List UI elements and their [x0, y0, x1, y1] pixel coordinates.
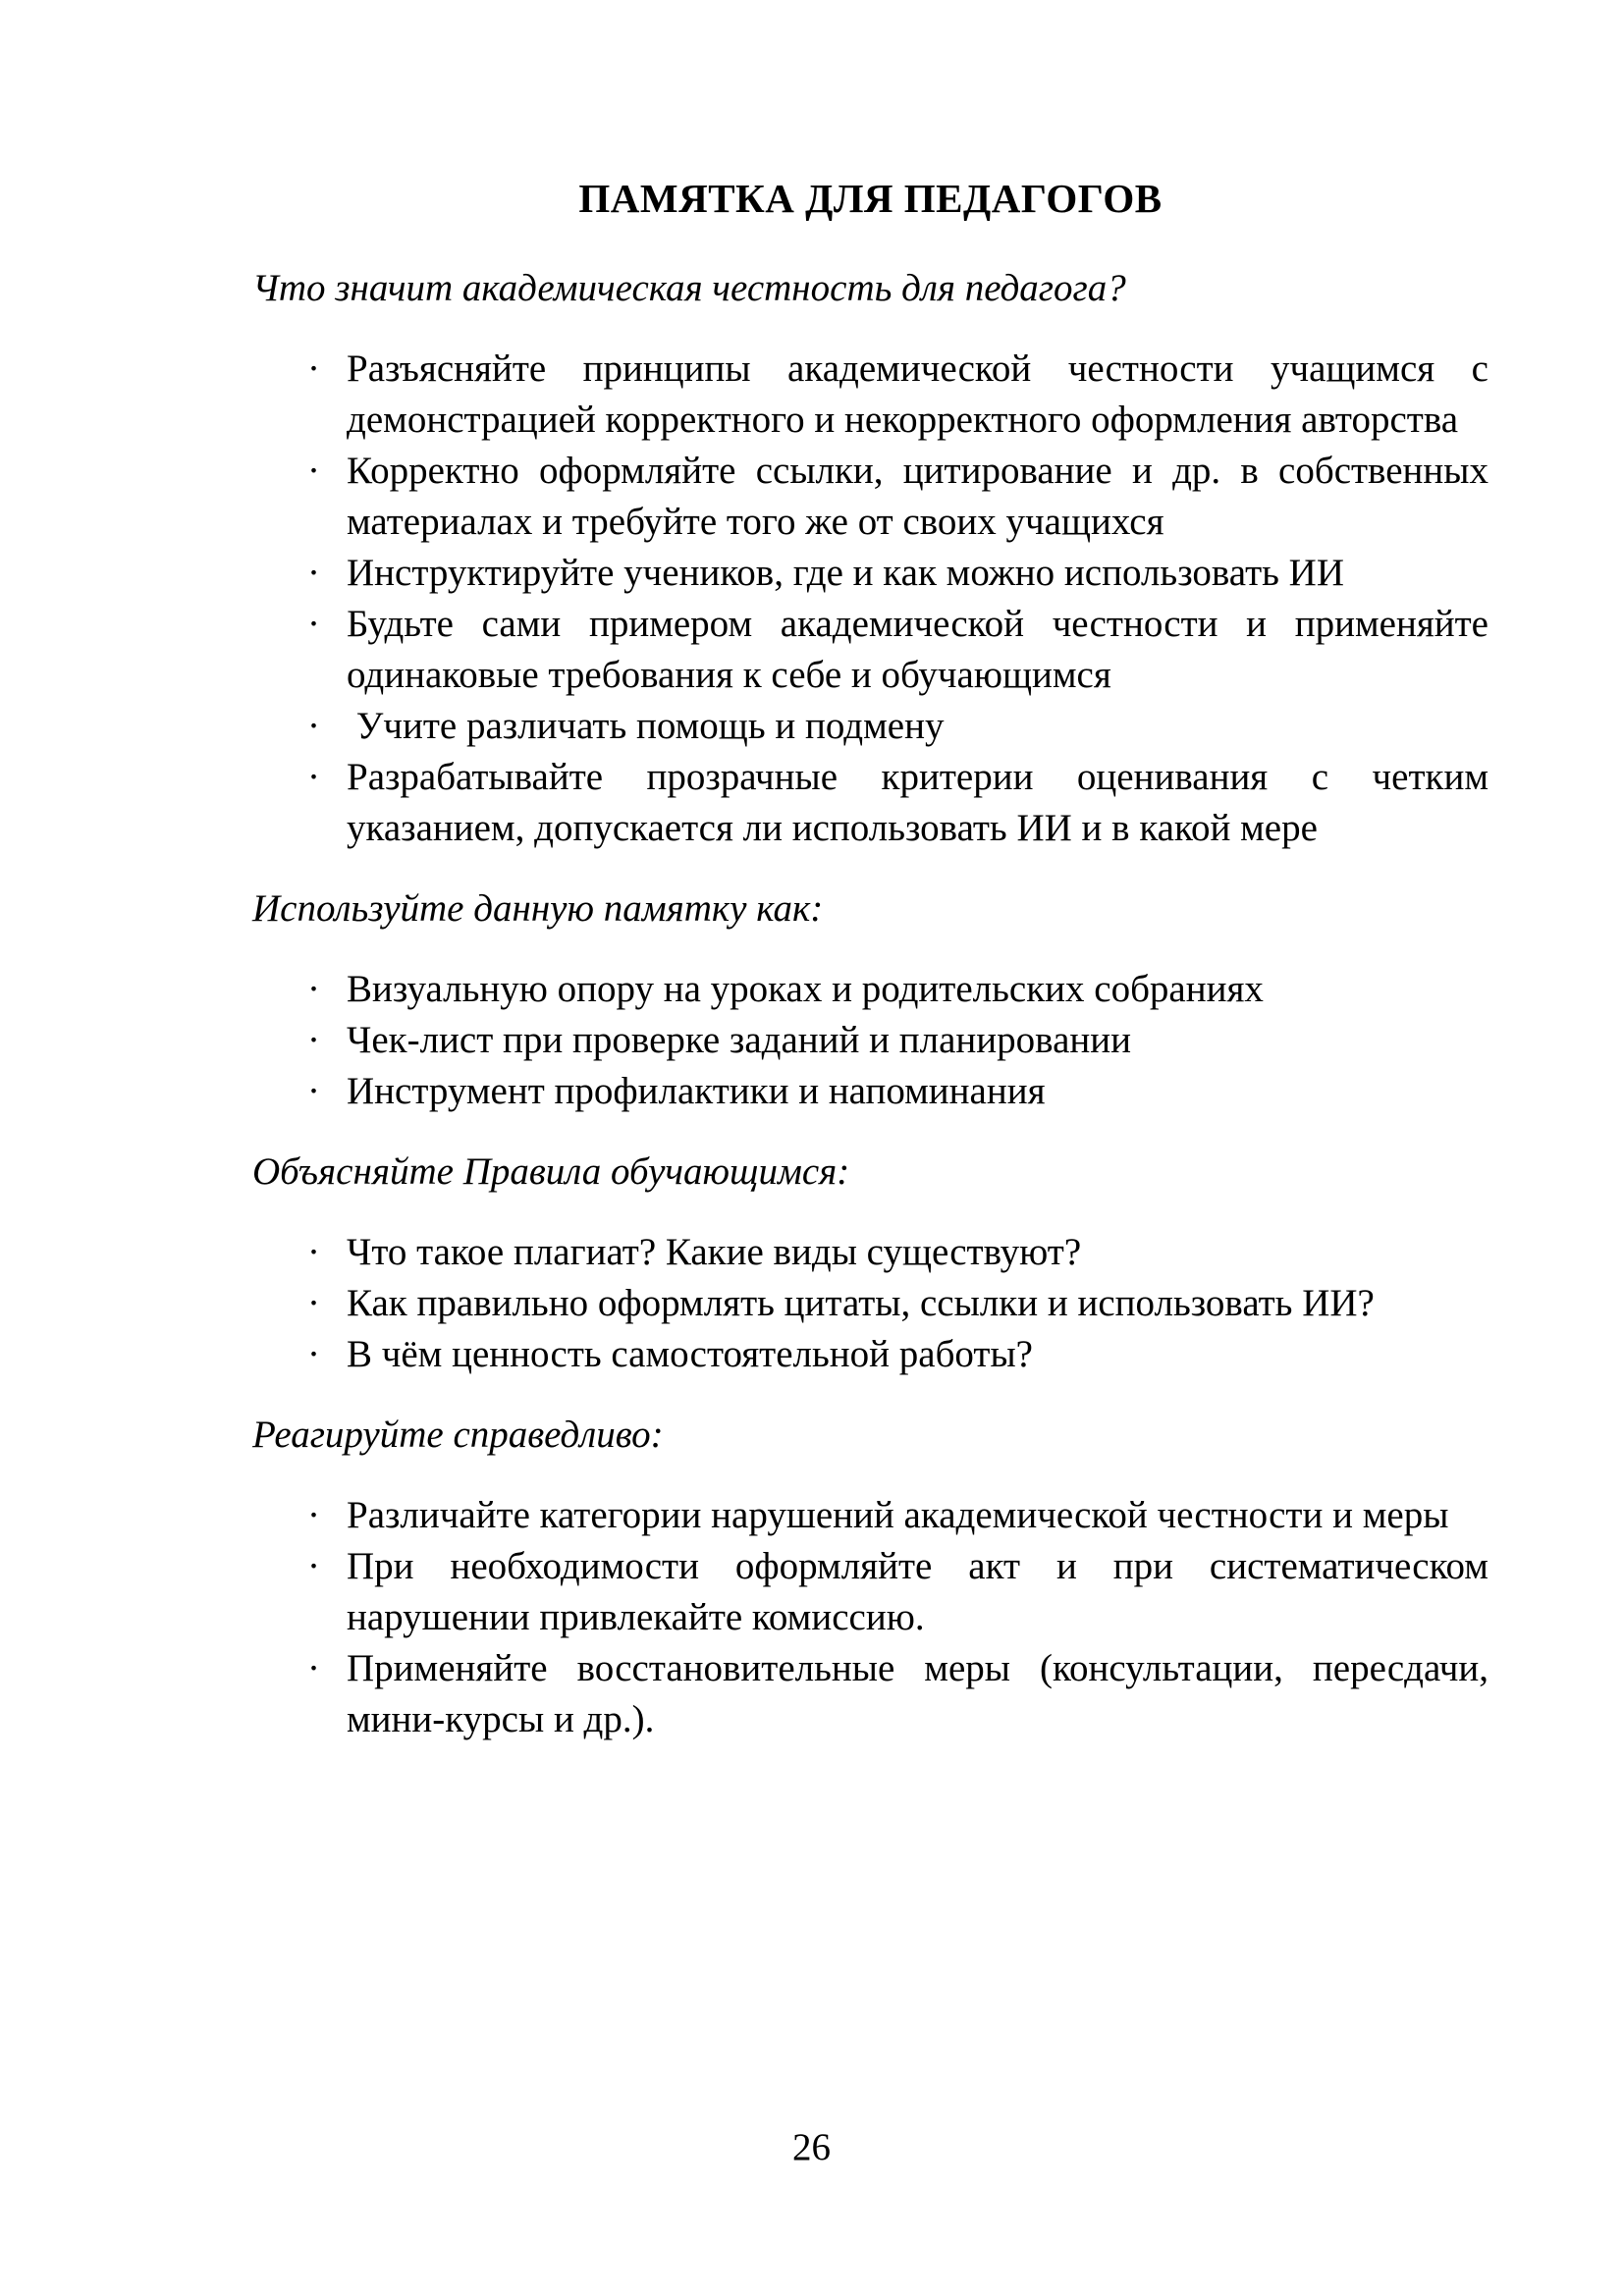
list-item-text: При необходимости оформляйте акт и при систематическом нарушении привлекайте комиссию. [347, 1545, 1488, 1638]
list-item [252, 344, 1488, 446]
list-item-text: Применяйте восстановительные меры (консультации, пересдачи, мини-курсы и др.). [347, 1647, 1488, 1740]
list-item [252, 1541, 1488, 1643]
bullet-icon: · [307, 603, 320, 645]
bullet-icon: · [307, 347, 320, 390]
bullet-list-react-fairly [252, 1490, 1488, 1745]
list-item-text: В чём ценность самостоятельной работы? [347, 1333, 1033, 1375]
page-title: ПАМЯТКА ДЛЯ ПЕДАГОГОВ [578, 176, 1163, 221]
section-heading-use-memo-as: Используйте данную памятку как: [252, 887, 824, 930]
list-item-text: Учите различать помощь и подмену [347, 705, 945, 747]
list-item [252, 1490, 1488, 1541]
bullet-icon: · [307, 1545, 320, 1587]
list-item [252, 1227, 1488, 1278]
list-item-text: Визуальную опору на уроках и родительских собраниях [347, 968, 1264, 1010]
list-item [252, 752, 1488, 854]
section-heading-react-fairly: Реагируйте справедливо: [252, 1414, 664, 1456]
list-item-text: Чек-лист при проверке заданий и планировании [347, 1019, 1131, 1061]
list-item [252, 1066, 1488, 1117]
list-item [252, 964, 1488, 1015]
bullet-icon: · [307, 552, 320, 594]
bullet-icon: · [307, 1494, 320, 1536]
bullet-list-explain-rules [252, 1227, 1488, 1380]
list-item-text: Инструмент профилактики и напоминания [347, 1070, 1046, 1112]
bullet-icon: · [307, 756, 320, 798]
list-item-text: Разрабатывайте прозрачные критерии оценивания с четким указанием, допускается ли использовать ИИ и в какой мере [347, 756, 1488, 849]
bullet-list-use-memo-as [252, 964, 1488, 1117]
bullet-icon: · [307, 450, 320, 492]
bullet-icon: · [307, 1070, 320, 1112]
list-item [252, 1329, 1488, 1380]
page-number: 26 [792, 2126, 831, 2168]
bullet-icon: · [307, 968, 320, 1010]
list-item [252, 1643, 1488, 1745]
bullet-icon: · [307, 1647, 320, 1689]
bullet-icon: · [307, 1333, 320, 1375]
list-item [252, 548, 1488, 599]
bullet-icon: · [307, 1282, 320, 1324]
list-item-text: Инструктируйте учеников, где и как можно использовать ИИ [347, 552, 1344, 594]
list-item [252, 1278, 1488, 1329]
list-item-text: Разъясняйте принципы академической честности учащимся с демонстрацией корректного и некорректного оформления авторства [347, 347, 1488, 441]
list-item-text: Как правильно оформлять цитаты, ссылки и использовать ИИ? [347, 1282, 1375, 1324]
section-heading-academic-honesty: Что значит академическая честность для педагога? [252, 267, 1126, 309]
list-item [252, 599, 1488, 701]
list-item-text: Корректно оформляйте ссылки, цитирование и др. в собственных материалах и требуйте того же от своих учащихся [347, 450, 1488, 543]
bullet-list-academic-honesty [252, 344, 1488, 854]
list-item [252, 1015, 1488, 1066]
text-column [252, 173, 1488, 1775]
bullet-icon: · [307, 1019, 320, 1061]
list-item-text: Будьте сами примером академической честности и применяйте одинаковые требования к себе и обучающимся [347, 603, 1488, 696]
bullet-icon: · [307, 705, 320, 747]
list-item-text: Различайте категории нарушений академической честности и меры [347, 1494, 1449, 1536]
list-item [252, 701, 1488, 752]
list-item-text: Что такое плагиат? Какие виды существуют? [347, 1231, 1082, 1273]
bullet-icon: · [307, 1231, 320, 1273]
section-heading-explain-rules: Объясняйте Правила обучающимся: [252, 1150, 850, 1193]
list-item [252, 446, 1488, 548]
